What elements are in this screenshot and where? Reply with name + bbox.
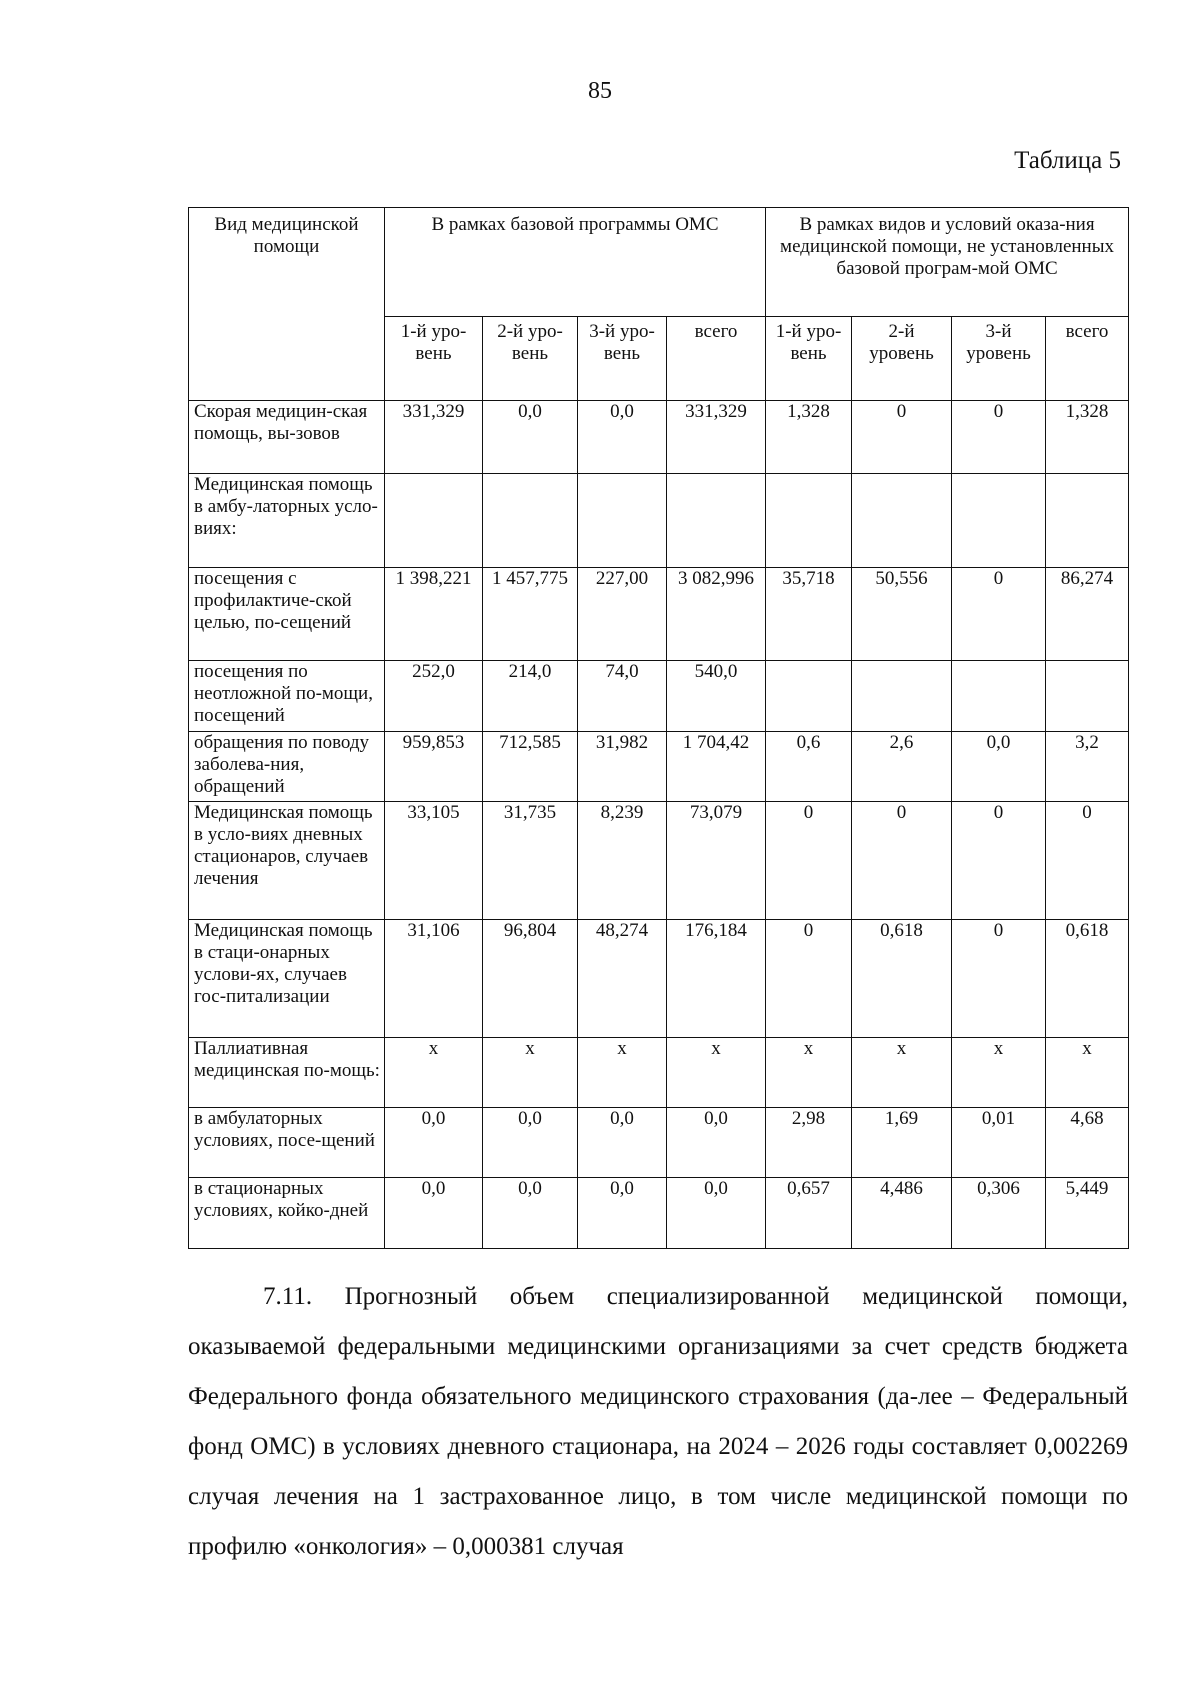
table-row (189, 567, 1129, 661)
value-cell: 0 (952, 919, 1046, 1037)
value-cell: 712,585 (483, 731, 578, 801)
header-basic-program: В рамках базовой программы ОМС (385, 208, 766, 317)
table-row (189, 1037, 1129, 1107)
value-cell: 0 (766, 802, 852, 920)
value-cell: 0 (852, 401, 952, 474)
row-label: Медицинская помощь в усло-виях дневных стационаров, случаев лечения (189, 802, 385, 920)
table-row (189, 731, 1129, 801)
value-cell: 35,718 (766, 567, 852, 661)
value-cell: 3,2 (1046, 731, 1129, 801)
value-cell: 0,0 (578, 1108, 667, 1178)
row-label: Паллиативная медицинская по-мощь: (189, 1037, 385, 1107)
value-cell: 0,0 (385, 1108, 483, 1178)
value-cell: 214,0 (483, 661, 578, 731)
value-cell (766, 661, 852, 731)
value-cell: x (483, 1037, 578, 1107)
value-cell (1046, 661, 1129, 731)
table-caption: Таблица 5 (1014, 147, 1121, 174)
value-cell (667, 474, 766, 568)
value-cell: 1 704,42 (667, 731, 766, 801)
value-cell: 0 (852, 802, 952, 920)
value-cell: 252,0 (385, 661, 483, 731)
value-cell: 176,184 (667, 919, 766, 1037)
value-cell: 0,618 (852, 919, 952, 1037)
value-cell (852, 661, 952, 731)
value-cell: 227,00 (578, 567, 667, 661)
row-label: Скорая медицин-ская помощь, вы-зовов (189, 401, 385, 474)
table-row (189, 802, 1129, 920)
header-sub-cell: 1-й уро-вень (385, 317, 483, 401)
value-cell: 3 082,996 (667, 567, 766, 661)
row-label: Медицинская помощь в стаци-онарных услови-ях, случаев гос-питализации (189, 919, 385, 1037)
header-outside-basic-program: В рамках видов и условий оказа-ния медицинской помощи, не установленных базовой програм-мой ОМС (766, 208, 1129, 317)
value-cell: 1 457,775 (483, 567, 578, 661)
value-cell: 1,328 (1046, 401, 1129, 474)
value-cell: 0 (1046, 802, 1129, 920)
value-cell: 31,735 (483, 802, 578, 920)
value-cell: 0,0 (385, 1178, 483, 1249)
value-cell: 0,6 (766, 731, 852, 801)
value-cell (1046, 474, 1129, 568)
value-cell: 31,982 (578, 731, 667, 801)
row-label: в стационарных условиях, койко-дней (189, 1178, 385, 1249)
value-cell: x (952, 1037, 1046, 1107)
value-cell: 0,0 (952, 731, 1046, 801)
value-cell: 0 (766, 919, 852, 1037)
table-row (189, 661, 1129, 731)
value-cell: 0,657 (766, 1178, 852, 1249)
value-cell: 2,6 (852, 731, 952, 801)
table-row (189, 1178, 1129, 1249)
value-cell: 0,01 (952, 1108, 1046, 1178)
header-sub-cell: 2-й уровень (852, 317, 952, 401)
value-cell: 1 398,221 (385, 567, 483, 661)
row-label: посещения по неотложной по-мощи, посещений (189, 661, 385, 731)
value-cell: 4,486 (852, 1178, 952, 1249)
table-body (189, 401, 1129, 1249)
header-sub-cell: 3-й уровень (952, 317, 1046, 401)
header-sub-cell: 3-й уро-вень (578, 317, 667, 401)
table-row (189, 401, 1129, 474)
value-cell: x (578, 1037, 667, 1107)
value-cell (952, 474, 1046, 568)
header-sub-cell: всего (667, 317, 766, 401)
value-cell: 0 (952, 401, 1046, 474)
value-cell: 1,328 (766, 401, 852, 474)
value-cell: 96,804 (483, 919, 578, 1037)
value-cell: 74,0 (578, 661, 667, 731)
value-cell: 0,0 (667, 1178, 766, 1249)
row-label: в амбулаторных условиях, посе-щений (189, 1108, 385, 1178)
value-cell (766, 474, 852, 568)
body-paragraph (188, 1272, 1128, 1572)
value-cell: x (667, 1037, 766, 1107)
value-cell: 73,079 (667, 802, 766, 920)
value-cell: 48,274 (578, 919, 667, 1037)
row-label: посещения с профилактиче-ской целью, по-сещений (189, 567, 385, 661)
value-cell: 0,0 (578, 401, 667, 474)
value-cell: 31,106 (385, 919, 483, 1037)
table-row (189, 474, 1129, 568)
value-cell: 0,0 (483, 1178, 578, 1249)
value-cell: 0,306 (952, 1178, 1046, 1249)
value-cell: 0,0 (483, 401, 578, 474)
header-sub-cell: всего (1046, 317, 1129, 401)
value-cell: 33,105 (385, 802, 483, 920)
paragraph-text: 7.11. Прогнозный объем специализированной медицинской помощи, оказываемой федеральными медицинскими организациями за счет средств бюджета Федерального фонда обязательного медицинского страхования (да-лее – Федеральный фонд ОМС) в условиях дневного стационара, на 2024 – 2026 годы составляет 0,002269 случая лечения на 1 застрахованное лицо, в том числе медицинской помощи по профилю «онкология» – 0,000381 случая (188, 1283, 1128, 1560)
value-cell: x (766, 1037, 852, 1107)
value-cell: 2,98 (766, 1108, 852, 1178)
value-cell: 0 (952, 802, 1046, 920)
value-cell: 0,0 (667, 1108, 766, 1178)
value-cell: 0,618 (1046, 919, 1129, 1037)
value-cell: x (852, 1037, 952, 1107)
header-care-type: Вид медицинской помощи (189, 208, 385, 401)
value-cell: 331,329 (667, 401, 766, 474)
value-cell: 1,69 (852, 1108, 952, 1178)
value-cell: 4,68 (1046, 1108, 1129, 1178)
header-sub-cell: 2-й уро-вень (483, 317, 578, 401)
value-cell: 50,556 (852, 567, 952, 661)
value-cell: 86,274 (1046, 567, 1129, 661)
page-number: 85 (588, 78, 612, 104)
value-cell: 959,853 (385, 731, 483, 801)
value-cell: 0,0 (483, 1108, 578, 1178)
value-cell (385, 474, 483, 568)
value-cell: 5,449 (1046, 1178, 1129, 1249)
value-cell: 8,239 (578, 802, 667, 920)
value-cell: x (1046, 1037, 1129, 1107)
row-label: Медицинская помощь в амбу-латорных усло-виях: (189, 474, 385, 568)
value-cell: x (385, 1037, 483, 1107)
value-cell: 0 (952, 567, 1046, 661)
medical-care-volume-table (188, 207, 1129, 1249)
value-cell (483, 474, 578, 568)
table-row (189, 919, 1129, 1037)
value-cell: 0,0 (578, 1178, 667, 1249)
value-cell (952, 661, 1046, 731)
value-cell: 540,0 (667, 661, 766, 731)
header-sub-cell: 1-й уро-вень (766, 317, 852, 401)
row-label: обращения по поводу заболева-ния, обращений (189, 731, 385, 801)
table-row (189, 1108, 1129, 1178)
value-cell: 331,329 (385, 401, 483, 474)
value-cell (852, 474, 952, 568)
value-cell (578, 474, 667, 568)
